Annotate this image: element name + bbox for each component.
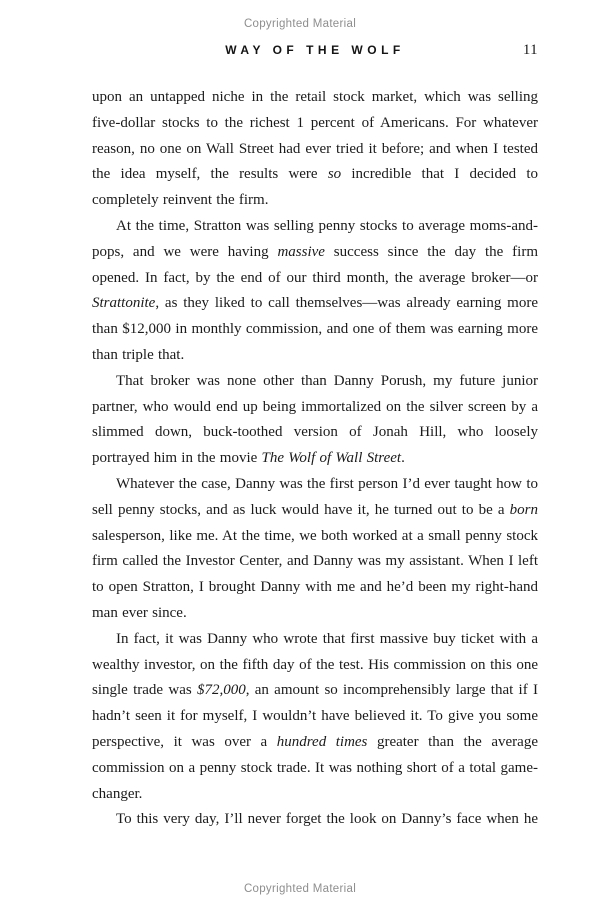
text-run: That broker was none other than Danny Porush, my future junior partner, who would end up being immortalized on the silver screen by a slimmed down, buck-toothed version of Jonah Hill, who loosely portrayed him in the movie: [92, 372, 538, 467]
text-run: success since the day the firm opened. In fact, by the end of our third month, the average broker—or: [92, 243, 538, 286]
italic-text-run: hundred times: [276, 733, 368, 750]
text-run: .: [401, 450, 405, 467]
italic-text-run: massive: [277, 243, 325, 260]
text-run: salesperson, like me. At the time, we both worked at a small penny stock firm called the Investor Center, and Danny was my assistant. When I left to open Stratton, I brought Danny with me and he’d been my right-hand man ever since.: [92, 527, 538, 621]
text-run: incredible that I decided to completely reinvent the firm.: [92, 166, 538, 209]
copyright-notice-bottom: Copyrighted Material: [243, 883, 357, 895]
running-head-title: WAY OF THE WOLF: [225, 43, 405, 57]
italic-text-run: Strattonite: [92, 295, 156, 312]
italic-text-run: so: [327, 166, 342, 183]
italic-text-run: $72,000: [196, 682, 246, 699]
copyright-notice-top: Copyrighted Material: [243, 18, 357, 30]
page-header: [92, 43, 538, 61]
body-text: [92, 85, 538, 833]
paragraph: [92, 472, 538, 627]
text-run: upon an untapped niche in the retail stock market, which was selling five-dollar stocks to the richest 1 percent of Americans. For whatever reason, no one on Wall Street had ever tried it before; and when I tested the idea myself, the results were: [92, 89, 538, 183]
text-run: Whatever the case, Danny was the first person I’d ever taught how to sell penny stocks, and as luck would have it, he turned out to be a: [92, 475, 538, 518]
text-run: To this very day, I’ll never forget the look on Danny’s face when he: [116, 811, 538, 828]
paragraph: [92, 627, 538, 808]
text-run: , as they liked to call themselves—was already earning more than $12,000 in monthly commission, and one of them was earning more than triple that.: [92, 295, 538, 363]
italic-text-run: born: [509, 501, 538, 518]
text-run: , an amount so incomprehensibly large that if I hadn’t seen it for myself, I wouldn’t have believed it. To give you some perspective, it was over a: [92, 682, 538, 750]
paragraph: [92, 85, 538, 214]
italic-text-run: The Wolf of Wall Street: [261, 450, 402, 467]
page-number: 11: [523, 42, 538, 58]
text-run: In fact, it was Danny who wrote that first massive buy ticket with a wealthy investor, on the fifth day of the test. His commission on this one single trade was: [92, 630, 538, 699]
paragraph: [92, 807, 538, 833]
text-run: greater than the average commission on a penny stock trade. It was nothing short of a total game-changer.: [92, 733, 538, 802]
paragraph: [92, 214, 538, 369]
text-run: At the time, Stratton was selling penny stocks to average moms-and-pops, and we were having: [92, 217, 538, 260]
paragraph: [92, 369, 538, 472]
